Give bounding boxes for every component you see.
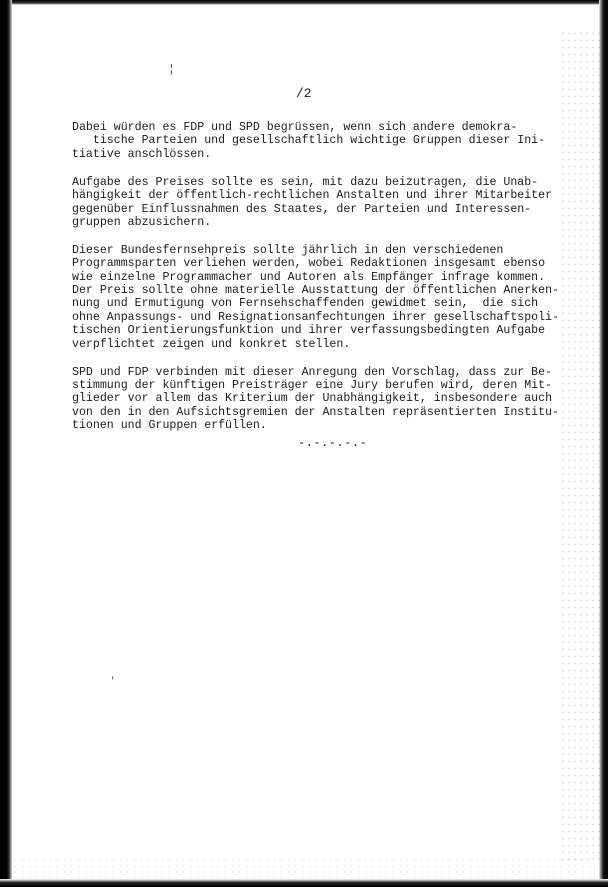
scan-border-top — [0, 0, 608, 5]
text-line: wie einzelne Programmacher und Autoren als Empfänger infrage kommen. — [72, 270, 546, 284]
paragraph-4 — [72, 366, 572, 433]
text-line: tiative anschlössen. — [72, 147, 212, 161]
text-line: stimmung der künftigen Preisträger eine Jury berufen wird, deren Mit- — [72, 379, 553, 392]
body-text — [72, 121, 572, 447]
text-line: ohne Anpassungs- und Resignationsanfechtungen ihrer gesellschaftspoli- — [72, 310, 560, 324]
text-line: gruppen abzusichern. — [72, 215, 212, 229]
text-line: Dieser Bundesfernsehpreis sollte jährlich in den verschiedenen — [72, 243, 504, 257]
text-line: Programmsparten verliehen werden, wobei Redaktionen insgesamt ebenso — [72, 257, 546, 271]
text-line: Der Preis sollte ohne materielle Ausstattung der öffentlichen Anerken- — [72, 284, 560, 298]
scan-border-right — [599, 0, 608, 887]
scan-border-bottom — [0, 879, 608, 887]
paragraph-2 — [72, 176, 572, 230]
page-number: /2 — [296, 86, 312, 101]
closing-mark: -.-.-.-.- — [298, 436, 368, 450]
scan-border-left — [0, 0, 12, 887]
text-line: gegenüber Einflussnahmen des Staates, der Parteien und Interessen- — [72, 202, 532, 216]
paragraph-3 — [72, 244, 572, 351]
text-line: nung und Ermutigung von Fernsehschaffenden gewidmet sein, die sich — [72, 297, 539, 311]
text-line: verpflichtet zeigen und konkret stellen. — [72, 337, 351, 351]
scan-artifact-mark: ¦ — [168, 64, 175, 76]
text-line: tische Parteien und gesellschaftlich wichtige Gruppen dieser Ini- — [72, 134, 546, 148]
paragraph-1 — [72, 121, 572, 161]
scan-noise-bottom — [12, 857, 592, 879]
text-line: Dabei würden es FDP und SPD begrüssen, wenn sich andere demokra- — [72, 121, 518, 134]
text-line: glieder vor allem das Kriterium der Unabhängigkeit, insbesondere auch — [72, 392, 553, 406]
text-line: SPD und FDP verbinden mit dieser Anregung den Vorschlag, dass zur Be- — [72, 365, 553, 379]
scan-artifact-mark: ' — [110, 676, 116, 686]
text-line: tischen Orientierungsfunktion und ihrer verfassungsbedingten Aufgabe — [72, 324, 546, 338]
text-line: von den in den Aufsichtsgremien der Anstalten repräsentierten Institu- — [72, 405, 560, 419]
text-line: hängigkeit der öffentlich-rechtlichen Anstalten und ihrer Mitarbeiter — [72, 189, 553, 203]
text-line: tionen und Gruppen erfüllen. — [72, 419, 267, 433]
text-line: Aufgabe des Preises sollte es sein, mit dazu beizutragen, die Unab- — [72, 175, 539, 189]
